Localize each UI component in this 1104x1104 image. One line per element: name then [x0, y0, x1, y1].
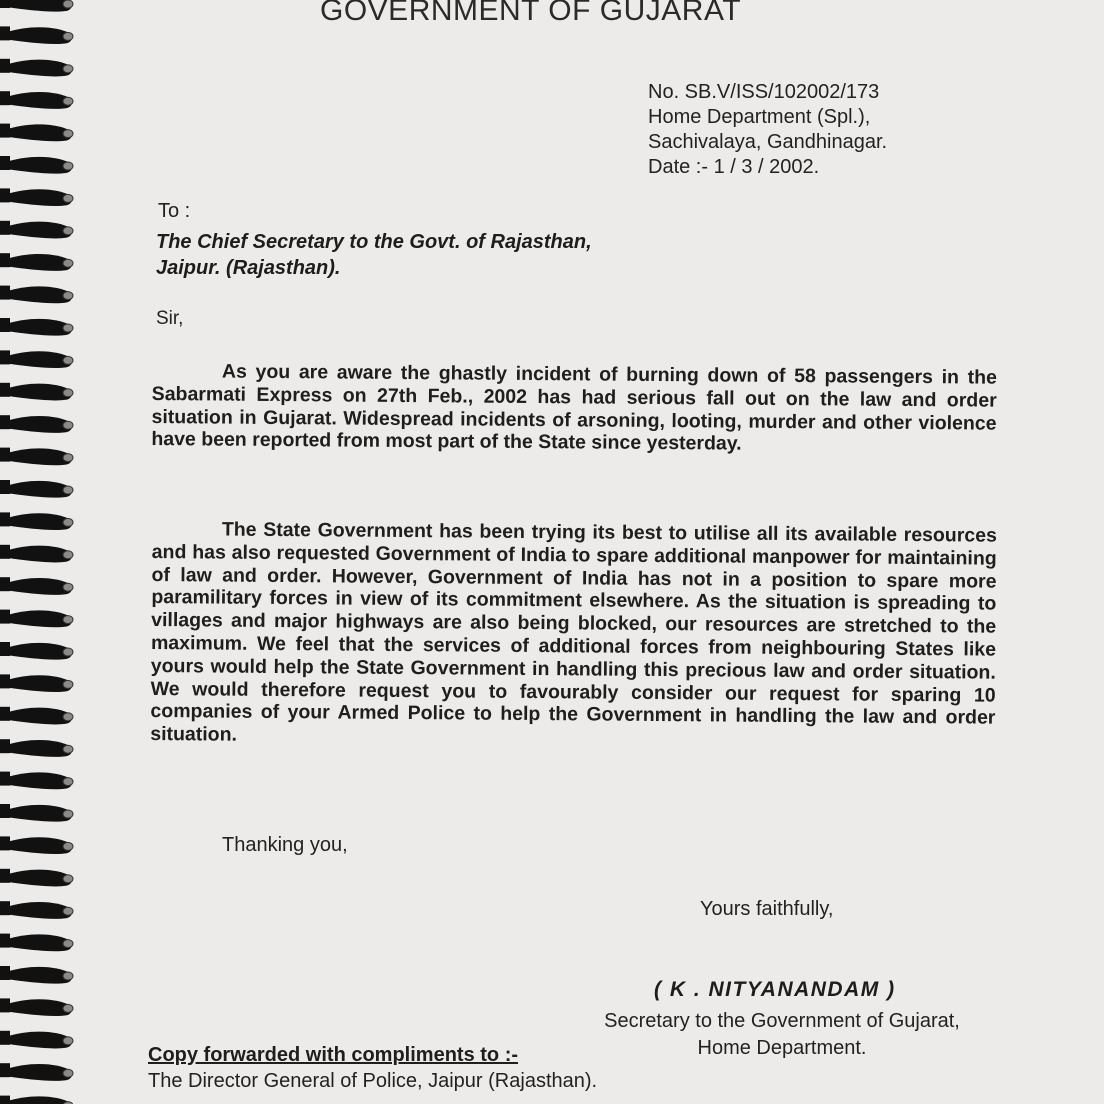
binding-loop: [0, 739, 73, 757]
binding-loop: [0, 124, 73, 142]
binding-loop: [0, 286, 73, 304]
binding-loop: [0, 91, 73, 109]
binding-loop: [0, 674, 73, 692]
thanks-line: Thanking you,: [222, 834, 348, 856]
binding-loop: [0, 934, 73, 952]
copy-recipient: The Director General of Police, Jaipur (Rajasthan).: [148, 1070, 598, 1092]
spiral-binding: [0, 0, 92, 1104]
binding-loop: [0, 1096, 73, 1104]
binding-loop: [0, 415, 73, 433]
binding-loop: [0, 26, 73, 44]
binding-loop: [0, 577, 73, 595]
binding-loop: [0, 869, 73, 887]
reference-location: Sachivalaya, Gandhinagar.: [648, 131, 888, 153]
to-label: To :: [158, 200, 191, 222]
body-paragraph-2: The State Government has been trying its best to utilise all its available resources and has also requested Government of India to spare additional manpower for maintaining of law and order. However, Government of India has not in a position to spare more paramilitary forces in view of its commitment elsewhere. As the situation is spreading to villages and major highways are also being blocked, our resources are stretched to the maximum. We feel that the services of additional forces from neighbouring States like yours would help the State Government in handling this precious law and order situation. We would therefore request you to favourably consider our request for sparing 10 companies of your Armed Police to help the Government in handling the law and order situation.: [150, 518, 997, 746]
addressee-line2: Jaipur. (Rajasthan).: [156, 257, 341, 279]
designation-line2: Home Department.: [697, 1037, 867, 1059]
reference-number: No. SB.V/ISS/102002/173: [648, 81, 880, 103]
binding-loop: [0, 836, 73, 854]
salutation: Sir,: [156, 308, 184, 329]
binding-loop: [0, 610, 73, 628]
binding-loop: [0, 512, 73, 530]
binding-loop: [0, 545, 73, 563]
binding-loop: [0, 59, 73, 77]
sign-off: Yours faithfully,: [700, 898, 834, 920]
binding-loop: [0, 156, 73, 174]
binding-loop: [0, 318, 73, 336]
addressee-line1: The Chief Secretary to the Govt. of Rajasthan,: [156, 231, 592, 253]
binding-loop: [0, 221, 73, 239]
letterhead-title: GOVERNMENT OF GUJARAT: [320, 0, 742, 27]
binding-loop: [0, 804, 73, 822]
reference-block: [648, 80, 887, 180]
binding-loop: [0, 772, 73, 790]
binding-loop: [0, 383, 73, 401]
spiral-binding-graphic: [0, 0, 92, 1104]
addressee-block: [156, 229, 592, 281]
binding-loop: [0, 707, 73, 725]
binding-loop: [0, 966, 73, 984]
designation-line1: Secretary to the Government of Gujarat,: [604, 1010, 960, 1032]
binding-loop: [0, 480, 73, 498]
binding-loop: [0, 642, 73, 660]
binding-loop: [0, 448, 73, 466]
signatory-name: ( K . NITYANANDAM ): [654, 978, 896, 1001]
signatory-designation: [572, 1008, 992, 1062]
reference-department: Home Department (Spl.),: [648, 106, 871, 128]
binding-loop: [0, 253, 73, 271]
binding-loop: [0, 188, 73, 206]
body-paragraph-1: As you are aware the ghastly incident of burning down of 58 passengers in the Sabarmati Express on 27th Feb., 2002 has had serious fall out on the law and order situation in Gujarat. Widespread incidents of arsoning, looting, murder and other violence have been reported from most part of the State since yesterday.: [151, 360, 997, 456]
binding-loop: [0, 0, 73, 12]
binding-loop: [0, 901, 73, 919]
binding-loop: [0, 350, 73, 368]
binding-loop: [0, 1063, 73, 1081]
reference-date: Date :- 1 / 3 / 2002.: [648, 156, 820, 178]
binding-loop: [0, 1031, 73, 1049]
binding-loop: [0, 998, 73, 1016]
copy-forwarded-label: Copy forwarded with compliments to :-: [148, 1044, 519, 1066]
